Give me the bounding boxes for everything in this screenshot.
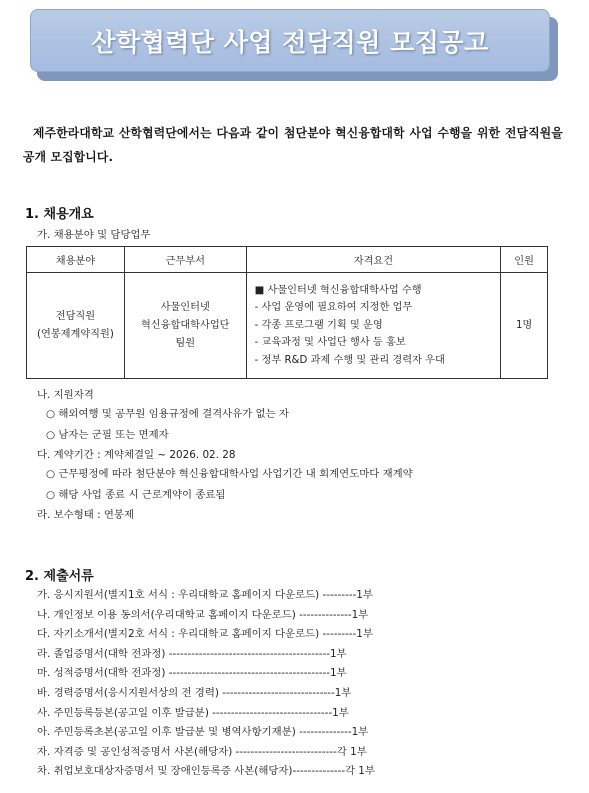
list-item: 라. 졸업증명서(대학 전과정) -------------------------------------------1부 [37,647,347,660]
list-item: 자. 자격증 및 공인성적증명서 사본(해당자) ---------------------------각 1부 [37,745,367,758]
section2-heading: 2. 제출서류 [25,569,94,584]
cell-requirements [246,273,501,379]
list-item: ○ 해외여행 및 공무원 임용규정에 결격사유가 없는 자 [46,408,289,420]
requirement-item: - 각종 프로그램 기획 및 운영 [254,319,383,331]
sub-heading-ga: 가. 채용분야 및 담당업무 [37,229,151,241]
list-item: ○ 해당 사업 종료 시 근로계약이 종료됨 [46,489,226,501]
section1-heading: 1. 채용개요 [25,207,94,222]
sub-heading-na: 나. 지원자격 [37,389,94,401]
requirement-item: ■ 사물인터넷 혁신융합대학사업 수행 [254,284,422,296]
list-item: 사. 주민등록등본(공고일 이후 발급분) --------------------------------1부 [37,706,349,719]
title-banner [30,9,550,72]
requirement-item: - 정부 R&D 과제 수행 및 관리 경력자 우대 [254,354,445,366]
dept-line: 사물인터넷 [160,301,210,313]
table-header-dept: 근무부서 [124,247,246,273]
table-header-requirements: 자격요건 [246,247,501,273]
list-item: 차. 취업보호대상자증명서 및 장애인등록증 사본(해당자)--------------각 1부 [37,765,375,778]
table-header-row [27,247,548,273]
list-item: ○ 근무평정에 따라 첨단분야 혁신융합대학사업 사업기간 내 회계연도마다 재계약 [46,468,413,480]
intro-paragraph: 제주한라대학교 산학협력단에서는 다음과 같이 첨단분야 혁신융합대학 사업 수행을 위한 전담직원을 공개 모집합니다. [23,126,563,164]
field-line: (연봉제계약직원) [37,328,114,340]
documents-list [37,586,375,782]
sub-heading-ra: 라. 보수형태 : 연봉제 [37,509,135,521]
table-row [27,273,548,379]
list-item: 다. 자기소개서(별지2호 서식 : 우리대학교 홈페이지 다운로드) ---------1부 [37,628,373,641]
field-line: 전담직원 [55,310,96,322]
dept-line: 혁신융합대학사업단 [140,319,230,331]
list-item: 가. 응시지원서(별지1호 서식 : 우리대학교 홈페이지 다운로드) ---------1부 [37,589,373,601]
list-item: 나. 개인정보 이용 동의서(우리대학교 홈페이지 다운로드) --------------1부 [37,608,369,621]
list-item: 아. 주민등록초본(공고일 이후 발급분 및 병역사항기재분) --------------1부 [37,726,369,739]
page-title: 산학협력단 사업 전담직원 모집공고 [91,27,489,57]
requirement-item: - 사업 운영에 필요하여 지정한 업무 [254,302,413,314]
list-item: 바. 경력증명서(응시지원서상의 전 경력) ------------------------------1부 [37,686,352,699]
dept-line: 팀원 [175,337,196,349]
table-header-field: 채용분야 [27,247,125,273]
cell-field [27,273,125,379]
requirement-item: - 교육과정 및 사업단 행사 등 홍보 [254,337,406,349]
cell-dept [124,273,246,379]
job-table [26,246,548,379]
cell-count: 1명 [501,273,548,379]
sub-heading-da: 다. 계약기간 : 계약체결일 ~ 2026. 02. 28 [37,449,236,461]
list-item: ○ 남자는 군필 또는 면제자 [46,429,169,441]
list-item: 마. 성적증명서(대학 전과정) -------------------------------------------1부 [37,667,347,680]
table-header-count: 인원 [501,247,548,273]
